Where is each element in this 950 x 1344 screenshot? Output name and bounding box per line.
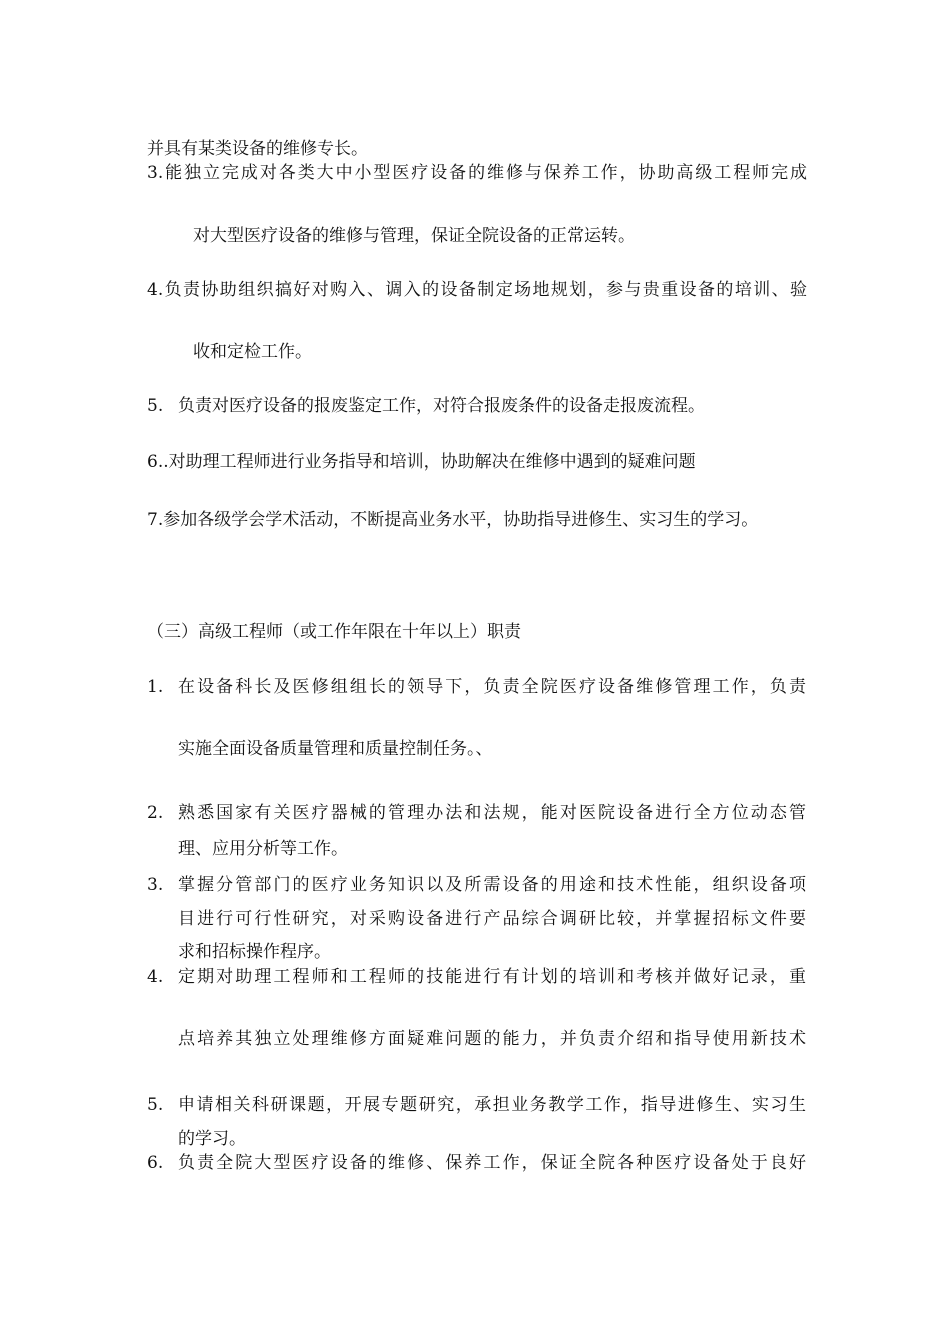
s3-item-3-line-3: 求和招标操作程序。	[178, 942, 331, 962]
s3-item-1-line-1: 在设备科长及医修组组长的领导下，负责全院医疗设备维修管理工作，负责	[178, 677, 806, 697]
s3-item-1-line-2: 实施全面设备质量管理和质量控制任务。、	[178, 739, 493, 759]
section-heading: （三）高级工程师（或工作年限在十年以上）职责	[147, 622, 521, 642]
list-item-5-line-1: 负责对医疗设备的报废鉴定工作，对符合报废条件的设备走报废流程。	[178, 396, 705, 416]
s3-item-3-number: 3.	[147, 875, 164, 895]
s3-item-2-number: 2.	[147, 803, 164, 823]
list-item-5-number: 5.	[147, 396, 164, 416]
s3-item-5-number: 5.	[147, 1095, 164, 1115]
s3-item-6-line-1: 负责全院大型医疗设备的维修、保养工作，保证全院各种医疗设备处于良好	[178, 1153, 806, 1173]
list-item-3-line-1: 3.能独立完成对各类大中小型医疗设备的维修与保养工作，协助高级工程师完成	[147, 163, 807, 183]
s3-item-1-number: 1.	[147, 677, 164, 697]
list-item-6-line-1: 6..对助理工程师进行业务指导和培训，协助解决在维修中遇到的疑难问题	[147, 452, 696, 472]
s3-item-6-number: 6.	[147, 1153, 164, 1173]
s3-item-3-line-2: 目进行可行性研究，对采购设备进行产品综合调研比较，并掌握招标文件要	[178, 909, 806, 929]
list-item-3-line-2: 对大型医疗设备的维修与管理，保证全院设备的正常运转。	[193, 226, 635, 246]
s3-item-4-number: 4.	[147, 967, 164, 987]
list-item-4-line-2: 收和定检工作。	[193, 342, 312, 362]
s3-item-5-line-2: 的学习。	[178, 1129, 246, 1149]
s3-item-4-line-1: 定期对助理工程师和工程师的技能进行有计划的培训和考核并做好记录，重	[178, 967, 806, 987]
list-item-7-line-1: 7.参加各级学会学术活动，不断提高业务水平，协助指导进修生、实习生的学习。	[147, 510, 759, 530]
paragraph-line: 并具有某类设备的维修专长。	[147, 139, 368, 159]
list-item-4-line-1: 4.负责协助组织搞好对购入、调入的设备制定场地规划，参与贵重设备的培训、验	[147, 280, 807, 300]
s3-item-4-line-2: 点培养其独立处理维修方面疑难问题的能力，并负责介绍和指导使用新技术	[178, 1029, 806, 1049]
s3-item-2-line-2: 理、应用分析等工作。	[178, 839, 348, 859]
s3-item-3-line-1: 掌握分管部门的医疗业务知识以及所需设备的用途和技术性能，组织设备项	[178, 875, 806, 895]
s3-item-2-line-1: 熟悉国家有关医疗器械的管理办法和法规，能对医院设备进行全方位动态管	[178, 803, 806, 823]
s3-item-5-line-1: 申请相关科研课题，开展专题研究，承担业务教学工作，指导进修生、实习生	[178, 1095, 806, 1115]
